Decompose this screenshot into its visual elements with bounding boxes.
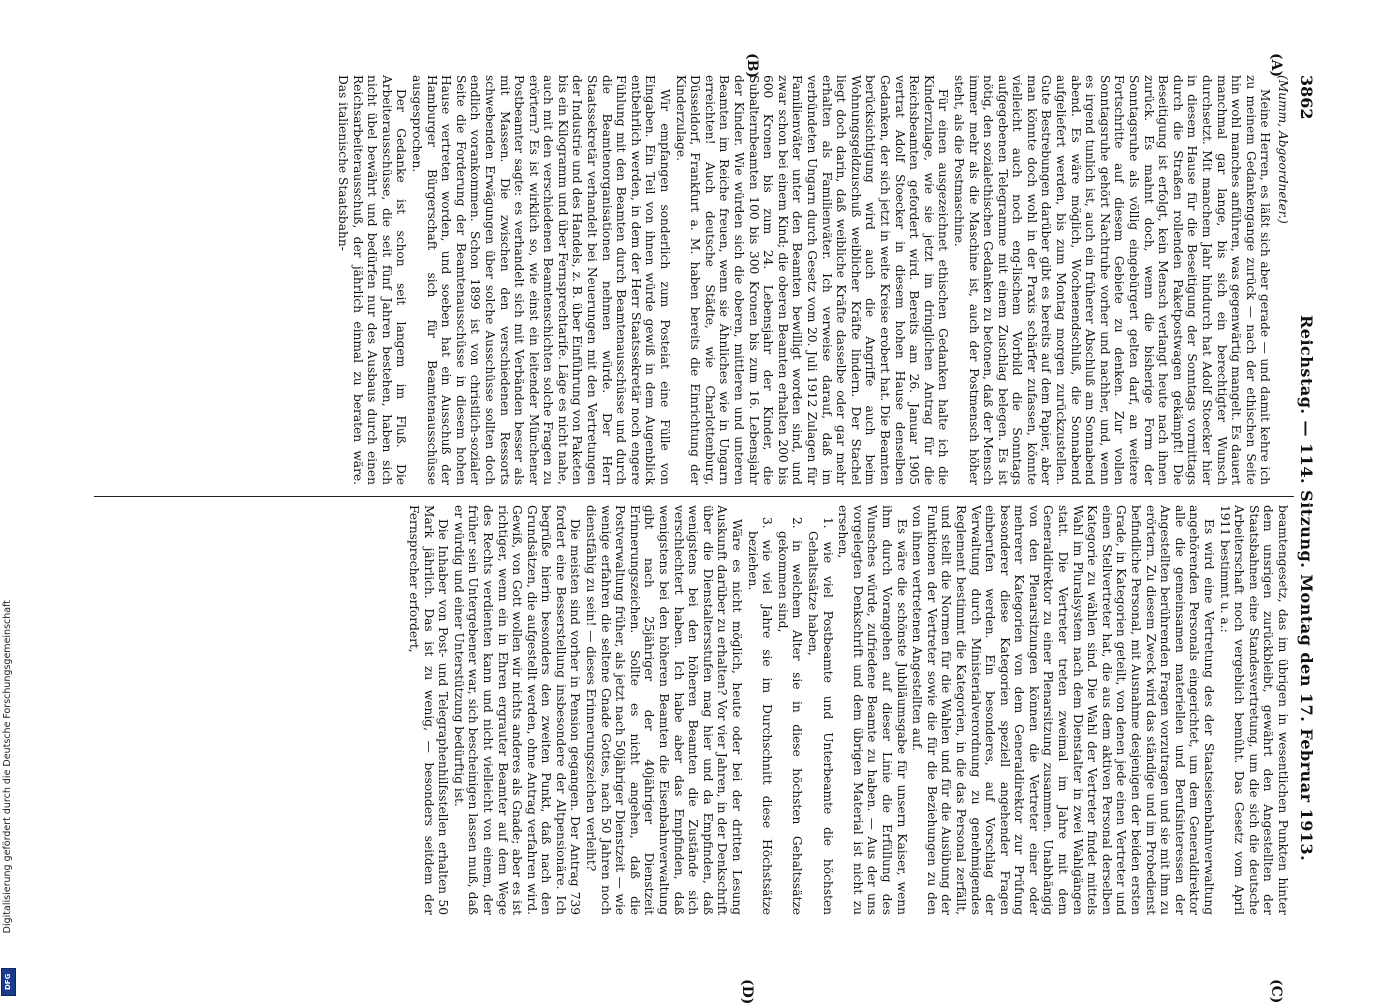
column-divider [94,496,1294,497]
rotated-document-page [60,53,1320,1004]
paragraph: Es wäre die schönste Jubiläumsgabe für unsern Kaiser, wenn ihm durch Vorangehen auf dieser Linie die Erfüllung des Wunsches würde, zufriedene Beamte zu haben. — Aus der uns vorgelegten Denkschrift und dem übrigen Material ist nicht zu ersehen, [836,505,909,915]
list-item: 2. in welchem Alter sie in diese höchsten Gehaltssätze gekommen sind, [775,517,805,915]
margin-marker-c: (C) [1268,979,1284,1004]
paragraph: beamtengesetz, das im übrigen in wesentlichen Punkten hinter dem unsrigen zurückbleibt, gewährt den Angestellten der Staatsbahnen eine Standesvertretung, um die sich die deutsche Arbeiterschaft noch vergeblich bemüht. Das Gesetz vom April 1911 bestimmt u. a.: [1217,505,1290,915]
list-item: 1. wie viel Postbeamte und Unterbeamte die höchsten Gehaltssätze haben, [806,517,835,915]
quoted-law-paragraph: Es wird eine Vertretung des der Staatseisenbahnverwaltung angehörenden Personals eingerichtet, um dem Generaldirektor alle die gemeinsamen materiellen und Berufsinteressen der Angestellten berührenden Fragen vorzutragen und sie mit ihm zu erörtern. Zu diesem Zweck wird das ständige und im Probedienst befindliche Personal, mit Ausnahme desjenigen der beiden ersten Grade, in Kategorien geteilt, von denen jede einen Vertreter und einen Stellvertreter hat, die aus dem aktiven Personal derselben Kategorie zu wählen sind. Die Wahl der Vertreter findet mittels Wahl im Pluralsystem nach dem Dienstalter in zwei Wahlgängen statt. Die Vertreter treten zweimal im Jahre mit dem Generaldirektor zu einer Plenarsitzung zusammen. Unabhängig von den Plenarsitzungen können die Vertreter einer oder mehrerer Kategorien von dem Generaldirektor zur Prüfung besonderer diese Kategorien speziell angehender Fragen einberufen werden. Ein besonderes, auf Vorschlag der Verwaltung durch Ministerialverordnung zu genehmigendes Reglement bestimmt die Kategorien, in die das Personal zerfällt, und stellt die Normen für die Wahlen und für die Ausübung der Funktionen der Vertreter sowie die für die Beziehungen zu den von ihnen vertretenen Angestellten auf. [910,505,1217,915]
paragraph: Die Inhaber von Post- und Telegraphenhilfsstellen erhalten 50 Mark jährlich. Das ist zu wenig, — besonders seitdem der Fernsprecher erfordert, [406,505,451,915]
margin-marker-b: (B) [744,53,760,79]
margin-marker-d: (D) [739,979,755,1004]
paragraph: Meine Herren, es läßt sich aber gerade — und damit kehre ich zu meinem Gedankengange zurück — nach der ethischen Seite hin wohl manches anführen, was gegenwärtig mangelt. Es dauert manchmal gar lange, bis sich ein berechtigter Wunsch durchsetzt. Mit manchem Jahr hindurch hat Adolf Stoecker hier in diesem Hause für die Beseitigung der Sonntags vormittags durch die Straßen rollenden Paketpostwagen gekämpft! Die Beseitigung ist erfolgt, kein Mensch verlangt heute nach ihnen zurück. Es mahnt doch, wenn die bisherige Form der Sonntagsruhe als völlig eingebürgert gelten darf, an weitere Fortschritte auf diesem Gebiete zu denken. Zur vollen Sonntagsruhe gehört Nachtruhe vorher und nachher, und, wenn es irgend tunlich ist, auch ein früherer Abschluß am Sonnabend abend. Es wäre möglich, Wochenendschluß, die Sonnabend aufgeliefert werden, bis zum Montag morgen zurückzustellen. Gute Bestrebungen darüber gibt es bereits auf dem Papier, aber man könnte doch wohl in der Praxis schärfer zufassen, könnte vielleicht auch noch eng-lischem Vorbild die Sonntags aufgegebenen Telegramme mit einem Zuschlag belegen. Es ist nötig, den sozialethischen Gedanken zu betonen, daß der Mensch immer mehr als die Maschine ist, auch der Postmensch höher steht, als die Postmaschine. [951,75,1273,485]
digitization-credit: Digitalisierung gefördert durch die Deutsche Forschungsgemeinschaft [2,600,13,934]
page-header [1290,75,1320,975]
page-title: Reichstag. — 114. Sitzung. Montag den 17. Februar 1913. [1297,315,1316,862]
paragraph: Wäre es nicht möglich, heute oder bei der dritten Lesung Auskunft darüber zu erhalten? Vor vier Jahren, in der Denkschrift über die Dienstaltersstufen mag hier und da Empfinden, daß wenigstens bei den höheren Beamten die Zustände sich verschlechtert haben. Ich habe aber das Empfinden, daß wenigstens bei den höheren Beamten die Eisenbahnverwaltung gibt nach 25jähriger der 40jähriger Dienstzeit Erinnerungszeichen. Sollte es nicht angehen, daß die Postverwaltung früher, als jetzt nach 50jähriger Dienstzeit — wie wenige erfahren die seltene Gnade Gottes, nach 50 Jahren noch dienstfähig zu sein! — dieses Erinnerungszeichen verleiht? [584,505,745,915]
paragraph: Der Gedanke ist schon seit langem im Fluß. Die Arbeiterausschüsse, die seit fünf Jahren bestehen, haben sich nicht übel bewährt und bedürfen nur des Ausbaus durch einen Reichsarbeiterausschuß, der jährlich einmal zu beraten wäre. Das italienische Staatsbahn- [336,75,409,485]
page-number: 3862 [1297,75,1316,120]
list-item: 3. wie viel Jahre sie im Durchschnitt diese Höchstsätze beziehen. [745,517,775,915]
paragraph: Wir empfangen sonderlich zum Posteiat eine Fülle von Eingaben. Ein Teil von ihnen würde gewiß in dem Augenblick entbehrlich werden, in dem der Herr Staatssekretär noch engere Fühlung mit den Beamten durch Beamtenausschüsse und durch die Beamtenorganisationen nehmen würde. Der Herr Staatssekretär verhandelt bei Neuerungen mit den Vertretungen der Industrie und des Handels, z. B. über Einführung von Paketen bis ein Kilogramm und über Fernsprechtarife. Läge es nicht nahe, auch mit den verschiedenen Beamtenschichten solche Fragen zu erörtern? Es ist wirklich so, wie einst ein leitender Münchener Postbeamter sagte: es verhandelt sich mit Verbänden besser als mit Massen. Die zwischen den verschiedenen Ressorts schwebenden Erwägungen über solche Ausschüsse sollten doch endlich vorankommen. Schon 1899 ist von christlich-sozialer Seite die Forderung der Beamtenausschüsse in diesem hohen Hause vertreten worden, und soeben hat ein Ausschuß der Hamburger Bürgerschaft sich für Beamtenausschüsse ausgesprochen. [409,75,673,485]
paragraph: Die meisten sind vorher in Pension gegangen. Der Antrag 739 fordert eine Besserstellung insbesondere der Altpensionäre. Ich begrüße hierin besonders den zweiten Punkt, daß nach den Grundsätzen, die aufgestellt werden, ohne Antrag verfahren wird. Gewiß, von Gott wollen wir nichts anderes als Gnade; aber es ist richtiger, wenn ein in Ehren ergrauter Beamter auf dem Wege des Rechts verdienten kann und nicht vielleicht von einem, der früher sein Untergebener war, sich bescheinigen lassen muß, daß er würdig und einer Unterstützung bedürftig ist. [451,505,583,915]
left-column [60,75,1290,485]
dfg-logo-text: DFG [4,973,12,991]
dfg-logo [1,968,16,996]
speaker-attribution: (Mumm, Abgeordneter.) [1276,75,1290,224]
right-column [60,505,1290,915]
paragraph: Für einen ausgezeichnet ethischen Gedanken halte ich die Kinderzulage, wie sie jetzt im dringlichen Antrag für die Reichsbeamten gefordert wird. Bereits am 26. Januar 1905 vertrat Adolf Stoecker in diesem hohen Hause denselben Gedanken, der sich jetzt in weite Kreise erobert hat. Die Beamten berücksichtigung wird auch die Angriffe auch beim Wohnungsgeldzuschuß weiblicher Kräfte lindern. Der Stachel liegt doch darin, daß weibliche Kräfte dasselbe oder gar mehr erhalten als Familienväter. Ich verweise darauf, daß im verbündeten Ungarn durch Gesetz vom 20. Juli 1912 Zulagen für Familienväter unter den Beamten bewilligt worden sind, und zwar schon bei einem Kind; die oberen Beamten erhalten 200 bis 600 Kronen bis zum 24. Lebensjahr der Kinder, die Subalternbeamten 100 bis 300 Kronen bis zum 16. Lebensjahr der Kinder. Wie würden sich die oberen, mittleren und unteren Beamten im Reiche freuen, wenn sie Ähnliches wie in Ungarn erreichten! Auch deutsche Städte, wie Charlottenburg, Düsseldorf, Frankfurt a. M. haben bereits die Einrichtung der Kinderzulage. [673,75,951,485]
margin-marker-a: (A) [1268,53,1284,78]
